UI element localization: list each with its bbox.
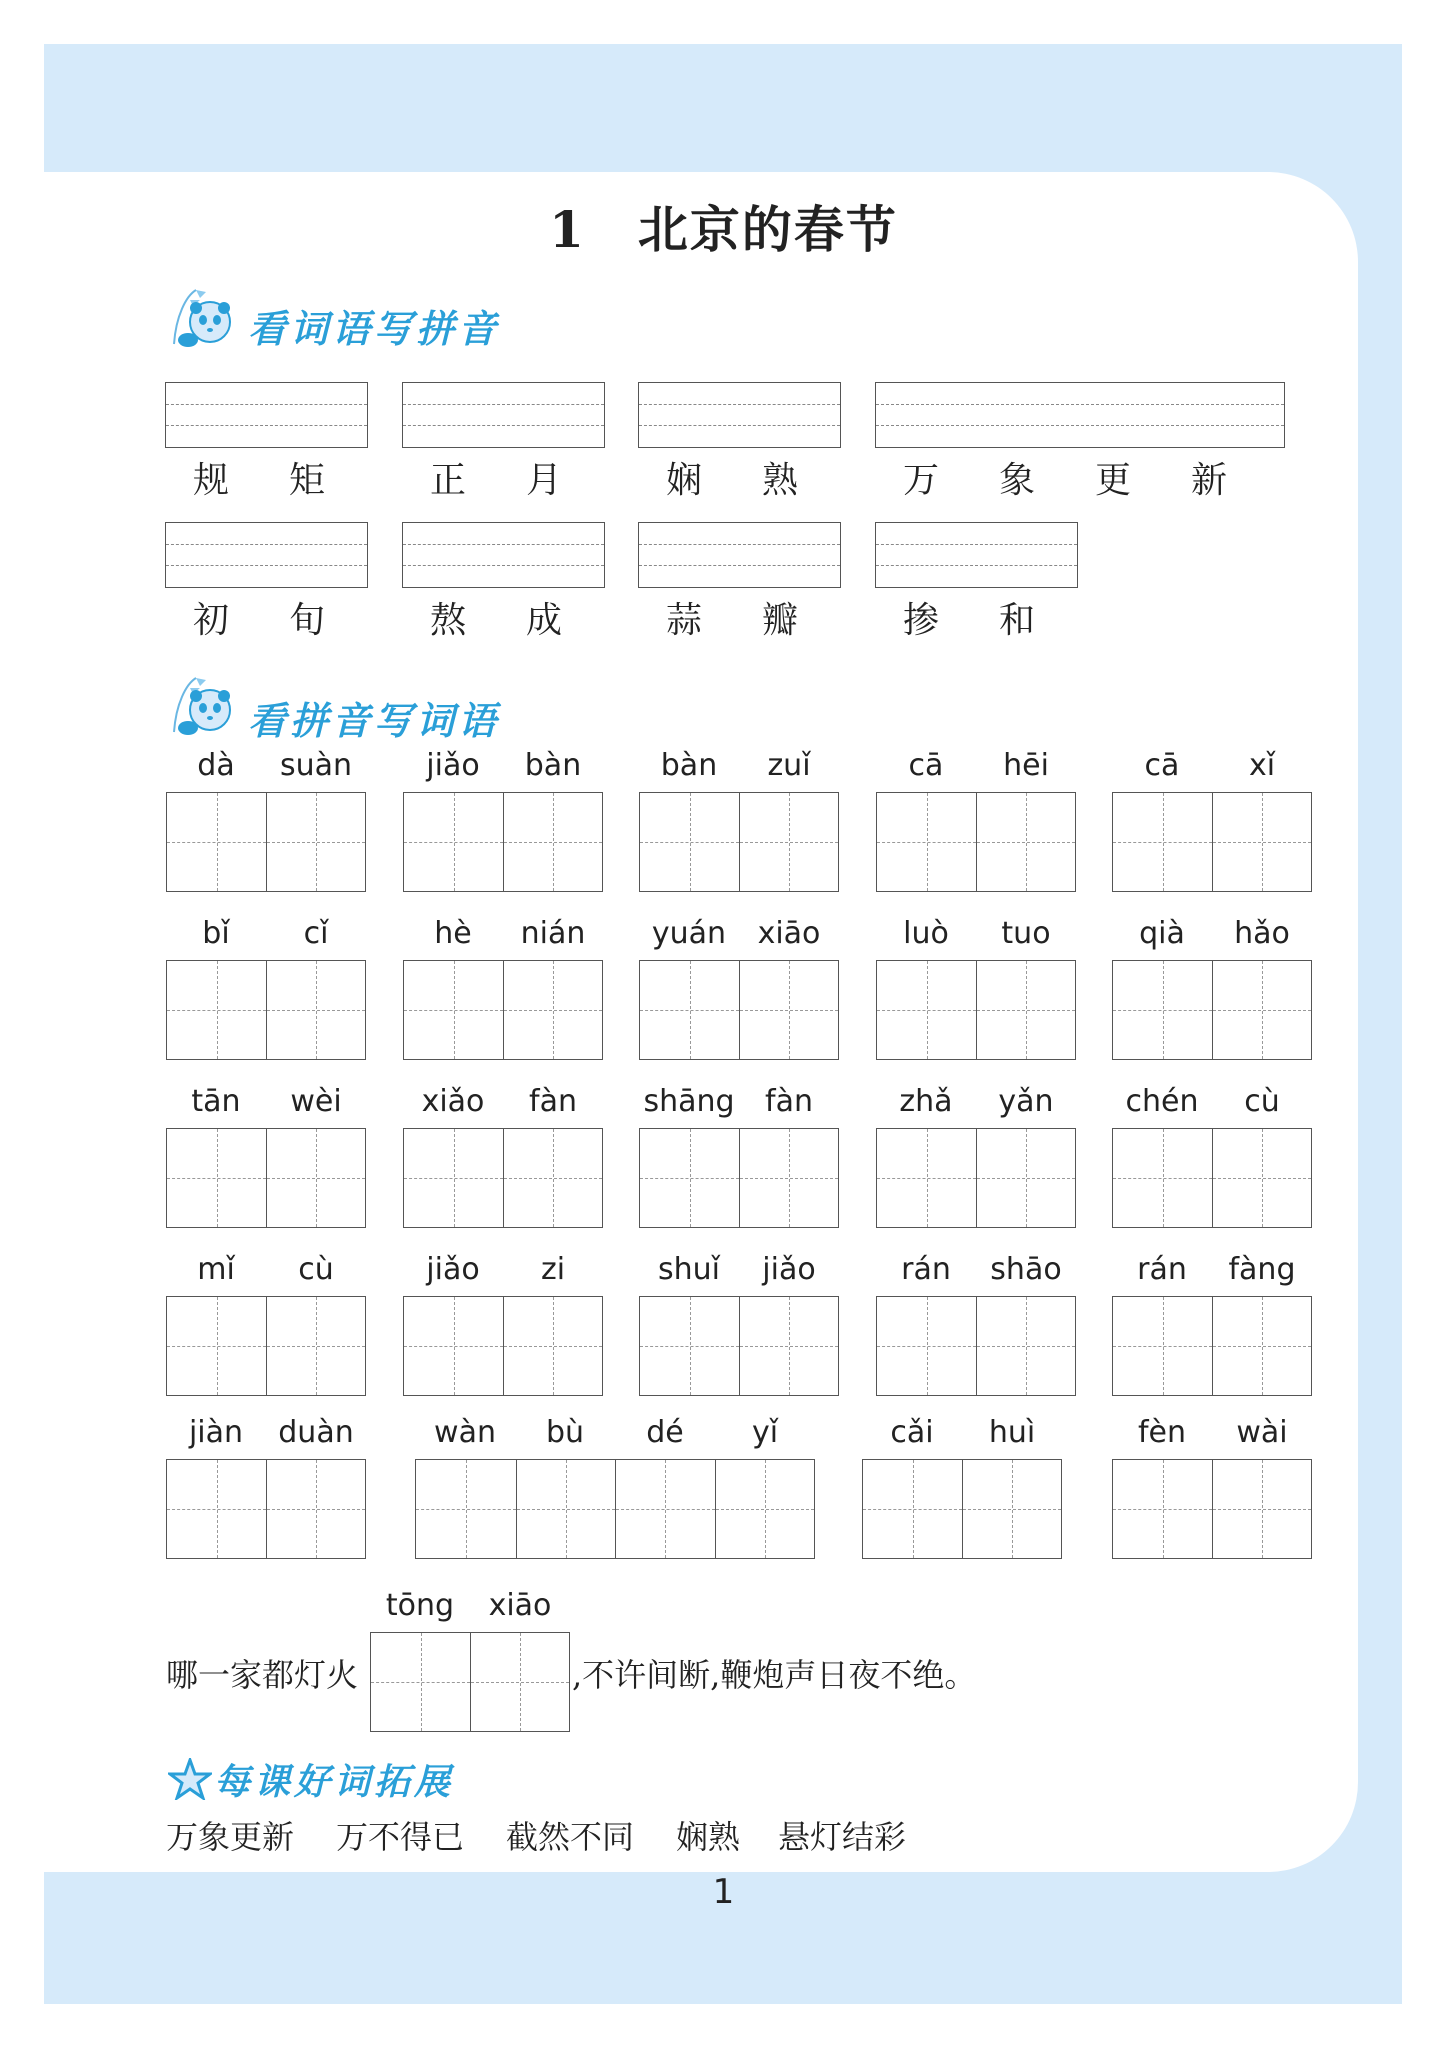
pinyin-syllable: xiāo [757,916,821,951]
word-character: 矩 [289,460,326,501]
pinyin-syllable: jiǎo [762,1252,816,1287]
grid-cell[interactable] [167,793,266,891]
guide-line [876,425,1284,426]
pinyin-syllable: xiǎo [421,1084,485,1119]
guide-line [876,404,1284,405]
grid-cell[interactable] [167,1297,266,1395]
pinyin-answer-box[interactable] [165,522,368,588]
character-writing-grid[interactable] [403,1296,603,1396]
grid-cell[interactable] [739,1297,838,1395]
grid-cell[interactable] [266,1297,365,1395]
pinyin-syllable: cù [298,1252,334,1287]
pinyin-syllable: hǎo [1234,916,1290,951]
guide-line [403,544,604,545]
pinyin-syllable: bàn [660,748,718,783]
pinyin-syllable: tān [191,1084,241,1119]
guide-line [640,1010,739,1011]
word-character: 更 [1095,460,1132,501]
guide-line [1213,1509,1311,1510]
guide-line [403,565,604,566]
grid-cell[interactable] [167,1460,266,1558]
grid-cell[interactable] [877,1297,976,1395]
guide-line [371,1682,470,1683]
grid-cell[interactable] [404,793,503,891]
pinyin-syllable: wèi [290,1084,342,1119]
section-title-extension: 每课好词拓展 [214,1762,455,1803]
guide-line [267,1346,365,1347]
character-writing-grid[interactable] [876,1296,1076,1396]
guide-line [1113,1010,1212,1011]
word-character: 熬 [430,600,467,641]
guide-line [963,1509,1061,1510]
guide-line [166,544,367,545]
guide-line [471,1682,569,1683]
grid-cell[interactable] [1212,793,1311,891]
section-title-words: 看拼音写词语 [248,699,501,743]
character-writing-grid[interactable] [403,960,603,1060]
grid-cell[interactable] [503,793,602,891]
pinyin-syllable: rán [901,1252,951,1287]
grid-cell[interactable] [266,793,365,891]
pinyin-answer-box[interactable] [165,382,368,448]
character-writing-grid[interactable] [1112,792,1312,892]
guide-line [639,544,840,545]
character-writing-grid[interactable] [1112,1296,1312,1396]
guide-line [504,1178,602,1179]
guide-line [640,842,739,843]
pinyin-syllable: jiàn [188,1415,244,1450]
pinyin-syllable: bàn [524,748,582,783]
vocabulary-word [402,452,605,502]
guide-line [267,1509,365,1510]
guide-line [167,1010,266,1011]
character-writing-grid[interactable] [876,792,1076,892]
guide-line [267,842,365,843]
grid-cell[interactable] [640,961,739,1059]
character-writing-grid[interactable] [1112,1128,1312,1228]
grid-cell[interactable] [976,793,1075,891]
grid-cell[interactable] [739,1129,838,1227]
word-character: 旬 [289,600,326,641]
word-character: 初 [193,600,230,641]
guide-line [1213,842,1311,843]
pinyin-syllable: yuán [651,916,727,951]
grid-cell[interactable] [371,1633,470,1731]
pinyin-syllable: fèn [1137,1415,1187,1450]
guide-line [404,842,503,843]
pinyin-answer-box[interactable] [638,522,841,588]
pinyin-syllable: shāo [990,1252,1062,1287]
grid-cell[interactable] [976,961,1075,1059]
pinyin-syllable: suàn [279,748,353,783]
grid-cell[interactable] [266,1129,365,1227]
grid-cell[interactable] [266,961,365,1059]
panda-icon [166,286,240,350]
extension-word: 截然不同 [506,1818,635,1856]
guide-line [1113,1509,1212,1510]
guide-line [404,1346,503,1347]
guide-line [403,404,604,405]
word-character: 月 [526,460,563,501]
vocabulary-word [165,452,368,502]
grid-cell[interactable] [1212,1129,1311,1227]
guide-line [416,1509,516,1510]
pinyin-syllable: cǎi [890,1415,934,1450]
pinyin-syllable: cù [1244,1084,1280,1119]
guide-line [977,1178,1075,1179]
vocabulary-word [638,452,841,502]
guide-line [403,425,604,426]
word-character: 象 [999,460,1036,501]
word-character: 掺 [903,600,940,641]
guide-line [267,1010,365,1011]
guide-line [404,1010,503,1011]
guide-line [1213,1010,1311,1011]
pinyin-answer-box[interactable] [638,382,841,448]
character-writing-grid[interactable] [166,1128,366,1228]
guide-line [166,425,367,426]
pinyin-syllable: luò [903,916,949,951]
grid-cell[interactable] [640,793,739,891]
guide-line [640,1346,739,1347]
character-writing-grid[interactable] [403,1128,603,1228]
grid-cell[interactable] [1113,793,1212,891]
pinyin-syllable: rán [1137,1252,1187,1287]
pinyin-syllable: yǎn [998,1084,1054,1119]
grid-cell[interactable] [1113,1297,1212,1395]
pinyin-syllable: yǐ [751,1415,779,1450]
pinyin-syllable: shuǐ [658,1252,720,1287]
guide-line [167,1178,266,1179]
pinyin-syllable: zuǐ [767,748,811,783]
extension-word: 万不得已 [336,1818,465,1856]
guide-line [504,842,602,843]
grid-cell[interactable] [167,1129,266,1227]
pinyin-syllable: zhǎ [899,1084,953,1119]
word-character: 新 [1191,460,1228,501]
character-writing-grid[interactable] [862,1459,1062,1559]
guide-line [740,1178,838,1179]
grid-cell[interactable] [1113,1460,1212,1558]
grid-cell[interactable] [1212,961,1311,1059]
extension-word: 悬灯结彩 [778,1818,907,1856]
guide-line [616,1509,715,1510]
grid-cell[interactable] [503,1297,602,1395]
guide-line [166,404,367,405]
guide-line [267,1178,365,1179]
guide-line [1213,1178,1311,1179]
pinyin-syllable: jiǎo [426,1252,480,1287]
guide-line [716,1509,815,1510]
grid-cell[interactable] [404,1129,503,1227]
grid-cell[interactable] [976,1129,1075,1227]
panda-icon [166,674,240,738]
character-writing-grid[interactable] [1112,1459,1312,1559]
vocabulary-word [875,592,1078,642]
guide-line [639,425,840,426]
extension-word: 万象更新 [166,1818,295,1856]
guide-line [876,544,1077,545]
word-character: 瓣 [762,600,799,641]
pinyin-syllable: fàn [529,1084,577,1119]
guide-line [640,1178,739,1179]
pinyin-syllable: dà [197,748,235,783]
page-number: 1 [712,1872,735,1912]
grid-cell[interactable] [615,1460,715,1558]
grid-cell[interactable] [640,1297,739,1395]
vocabulary-word [638,592,841,642]
character-writing-grid[interactable] [639,1128,839,1228]
grid-cell[interactable] [1113,961,1212,1059]
grid-cell[interactable] [516,1460,616,1558]
sentence-after: ,不许间断,鞭炮声日夜不绝。 [572,1656,977,1694]
vocabulary-word [402,592,605,642]
vocabulary-word [875,452,1285,502]
pinyin-syllable: tuo [1001,916,1051,951]
pinyin-syllable: wàn [434,1415,496,1450]
word-character: 和 [999,600,1036,641]
guide-line [863,1509,962,1510]
pinyin-syllable: fàng [1228,1252,1296,1287]
guide-line [1113,1178,1212,1179]
guide-line [639,404,840,405]
character-writing-grid[interactable] [876,960,1076,1060]
grid-cell[interactable] [640,1129,739,1227]
guide-line [167,1509,266,1510]
guide-line [876,565,1077,566]
guide-line [1113,1346,1212,1347]
grid-cell[interactable] [470,1633,569,1731]
guide-line [877,1010,976,1011]
pinyin-syllable: wài [1236,1415,1288,1450]
character-writing-grid[interactable] [370,1632,570,1732]
pinyin-answer-box[interactable] [875,522,1078,588]
word-character: 正 [430,460,467,501]
character-writing-grid[interactable] [166,1296,366,1396]
section-title-pinyin: 看词语写拼音 [248,307,501,351]
character-writing-grid[interactable] [166,1459,366,1559]
pinyin-syllable: huì [988,1415,1036,1450]
guide-line [977,1010,1075,1011]
guide-line [504,1010,602,1011]
pinyin-syllable: dé [646,1415,684,1450]
pinyin-syllable: qià [1139,916,1185,951]
guide-line [639,565,840,566]
guide-line [167,842,266,843]
grid-cell[interactable] [1212,1297,1311,1395]
word-character: 娴 [666,460,703,501]
character-writing-grid[interactable] [639,960,839,1060]
grid-cell[interactable] [877,793,976,891]
grid-cell[interactable] [1212,1460,1311,1558]
grid-cell[interactable] [739,793,838,891]
pinyin-syllable: zi [540,1252,566,1287]
grid-cell[interactable] [404,1297,503,1395]
pinyin-syllable: nián [520,916,586,951]
sentence-before: 哪一家都灯火 [166,1656,359,1694]
pinyin-answer-box[interactable] [402,382,605,448]
word-character: 万 [903,460,940,501]
pinyin-syllable: chén [1125,1084,1199,1119]
guide-line [740,842,838,843]
grid-cell[interactable] [877,1129,976,1227]
pinyin-syllable: cā [908,748,944,783]
grid-cell[interactable] [503,1129,602,1227]
grid-cell[interactable] [739,961,838,1059]
character-writing-grid[interactable] [166,960,366,1060]
character-writing-grid[interactable] [1112,960,1312,1060]
guide-line [740,1010,838,1011]
character-writing-grid[interactable] [639,792,839,892]
grid-cell[interactable] [1113,1129,1212,1227]
guide-line [404,1178,503,1179]
grid-cell[interactable] [503,961,602,1059]
pinyin-syllable: fàn [765,1084,813,1119]
pinyin-syllable: duàn [278,1415,354,1450]
grid-cell[interactable] [266,1460,365,1558]
guide-line [877,1178,976,1179]
guide-line [977,842,1075,843]
guide-line [167,1346,266,1347]
pinyin-syllable: cǐ [303,916,329,951]
grid-cell[interactable] [715,1460,815,1558]
pinyin-syllable: jiǎo [426,748,480,783]
pinyin-answer-box[interactable] [875,382,1285,448]
pinyin-syllable: xǐ [1248,748,1276,783]
vocabulary-word [165,592,368,642]
guide-line [166,565,367,566]
character-writing-grid[interactable] [166,792,366,892]
word-character: 熟 [762,460,799,501]
character-writing-grid[interactable] [639,1296,839,1396]
guide-line [1113,842,1212,843]
pinyin-syllable: xiāo [488,1588,552,1623]
guide-line [504,1346,602,1347]
guide-line [517,1509,616,1510]
grid-cell[interactable] [962,1460,1061,1558]
pinyin-syllable: hēi [1003,748,1049,783]
grid-cell[interactable] [863,1460,962,1558]
grid-cell[interactable] [976,1297,1075,1395]
word-character: 规 [193,460,230,501]
guide-line [877,842,976,843]
grid-cell[interactable] [404,961,503,1059]
grid-cell[interactable] [877,961,976,1059]
pinyin-syllable: shāng [643,1084,735,1119]
pinyin-syllable: bù [545,1415,585,1450]
word-character: 成 [526,600,563,641]
pinyin-syllable: hè [434,916,472,951]
grid-cell[interactable] [416,1460,516,1558]
pinyin-syllable: mǐ [197,1252,235,1287]
pinyin-syllable: cā [1144,748,1180,783]
star-icon [168,1758,212,1800]
pinyin-syllable: bǐ [202,916,230,951]
extension-word: 娴熟 [676,1818,741,1856]
character-writing-grid[interactable] [876,1128,1076,1228]
guide-line [977,1346,1075,1347]
character-writing-grid[interactable] [403,792,603,892]
lesson-title: 1 北京的春节 [549,200,898,259]
pinyin-syllable: tōng [385,1588,455,1623]
grid-cell[interactable] [167,961,266,1059]
guide-line [740,1346,838,1347]
word-character: 蒜 [666,600,703,641]
guide-line [877,1346,976,1347]
pinyin-answer-box[interactable] [402,522,605,588]
guide-line [1213,1346,1311,1347]
character-writing-grid[interactable] [415,1459,815,1559]
